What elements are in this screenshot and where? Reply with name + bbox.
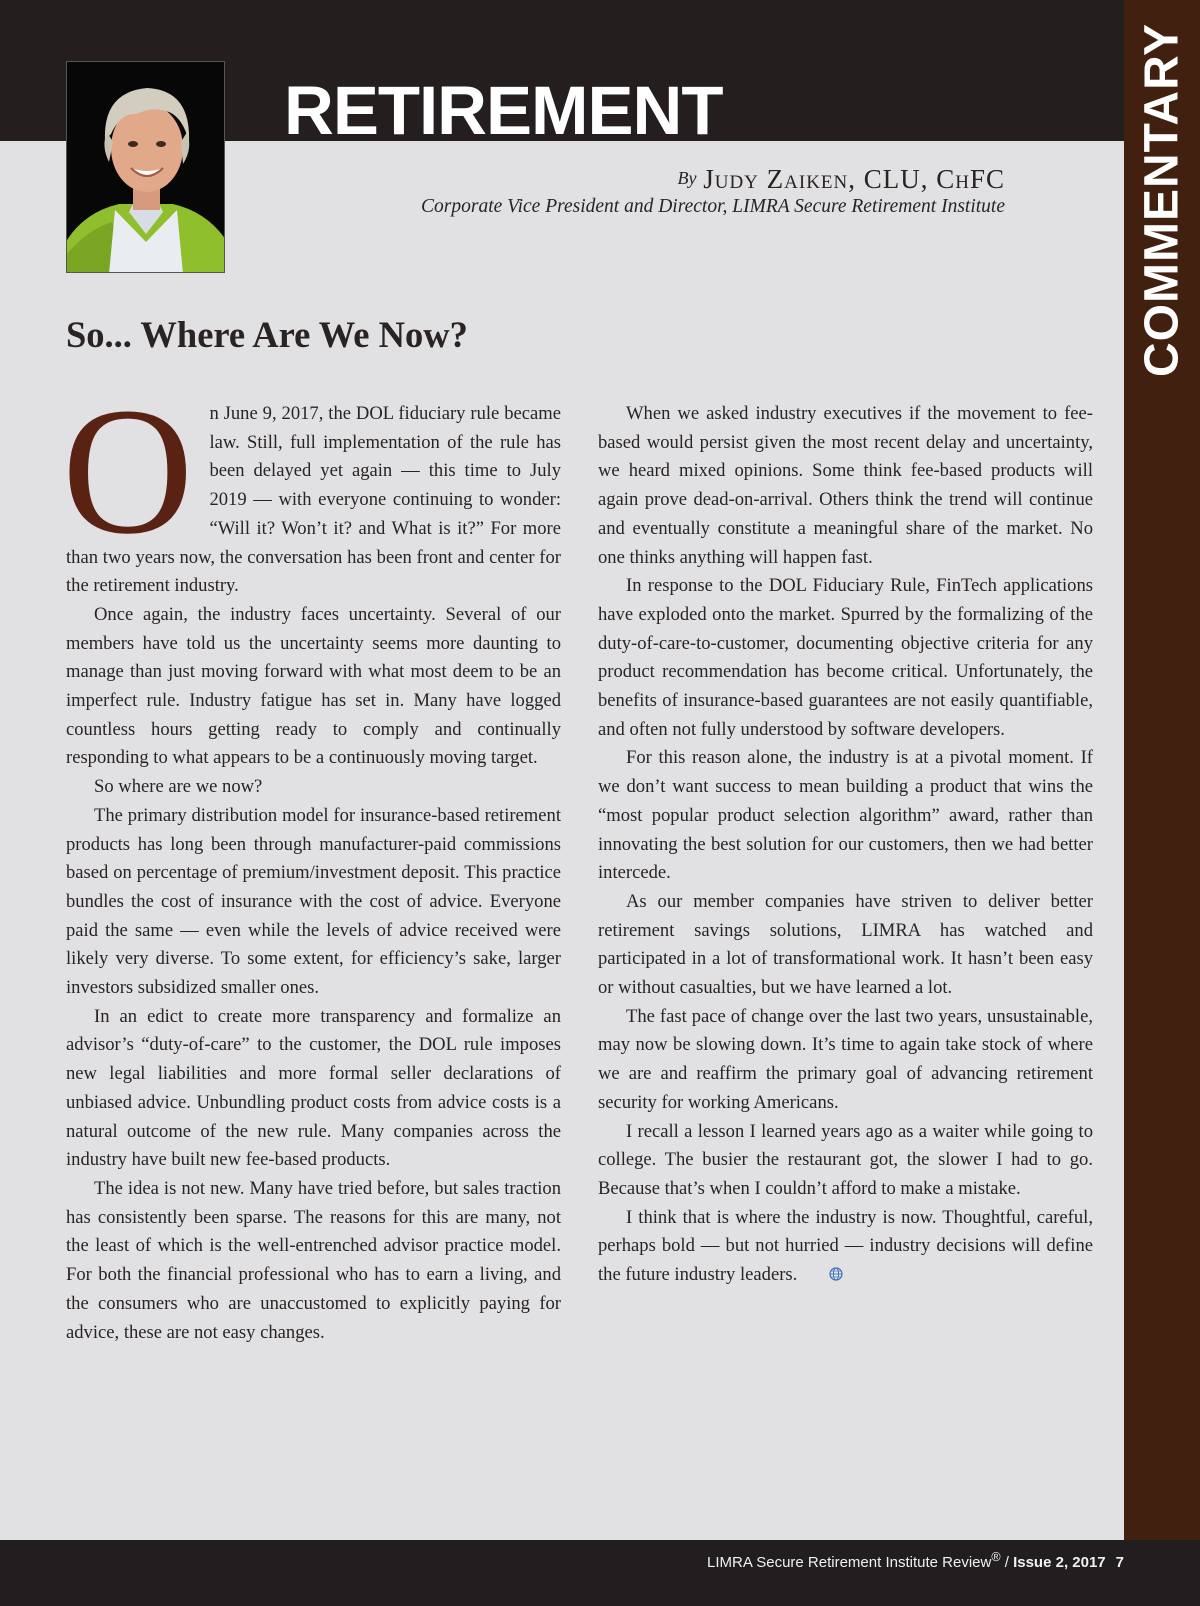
drop-cap: O — [62, 371, 194, 572]
article-paragraph-text: I think that is where the industry is now. Thoughtful, careful, perhaps bold — but not hurried — industry decisions will define the future industry leaders. — [598, 1206, 1093, 1286]
publication-name: LIMRA Secure Retirement Institute Review — [707, 1554, 992, 1571]
article-paragraph-last — [598, 1204, 1093, 1290]
article-paragraph: As our member companies have striven to deliver better retirement savings solutions, LIMRA has watched and participated in a lot of transformational work. It hasn’t been easy or without casualties, but we have learned a lot. — [598, 890, 1093, 999]
footer-separator: / — [1000, 1554, 1014, 1571]
article-paragraph: So where are we now? — [94, 776, 263, 798]
article-paragraph: The fast pace of change over the last two years, unsustainable, may now be slowing down. It’s time to again take stock of where we are and reaffirm the primary goal of advancing retirement security for working Americans. — [598, 1005, 1093, 1113]
author-byline — [678, 164, 1006, 195]
author-name: Judy Zaiken, CLU, ChFC — [703, 164, 1005, 194]
article-paragraph: In response to the DOL Fiduciary Rule, FinTech applications have exploded onto the market. Spurred by the formalizing of the duty-of-care-to-customer, documenting objective criteria for any product recommendation has become critical. Unfortunately, the benefits of insurance-based guarantees are not easily quantifiable, and often not fully understood by software developers. — [598, 575, 1093, 740]
byline-prefix: By — [677, 168, 697, 188]
page-footer — [707, 1550, 1124, 1571]
globe-icon — [801, 1262, 815, 1276]
page-number: 7 — [1115, 1554, 1124, 1571]
side-label: COMMENTARY — [1135, 23, 1189, 377]
article-headline: So... Where Are We Now? — [66, 314, 468, 355]
issue-label: Issue 2, 2017 — [1013, 1554, 1106, 1571]
article-paragraph: The primary distribution model for insurance-based retirement products has long been through manufacturer-paid commissions based on percentage of premium/investment deposit. This practice bundles the cost of insurance with the cost of advice. Everyone paid the same — even while the levels of advice received were likely very diverse. To some extent, for efficiency’s sake, larger investors subsidized smaller ones. — [66, 804, 561, 999]
article-paragraph: When we asked industry executives if the movement to fee-based would persist given the most recent delay and uncertainty, we heard mixed opinions. Some think fee-based products will again prove dead-on-arrival. Others think the trend will continue and eventually constitute a meaningful share of the market. No one thinks anything will happen fast. — [598, 403, 1093, 568]
article-paragraph: The idea is not new. Many have tried before, but sales traction has consistently been sparse. The reasons for this are many, not the least of which is the well-entrenched advisor practice model. For both the financial professional who has to earn a living, and the consumers who are unaccustomed to explicitly paying for advice, these are not easy changes. — [66, 1177, 561, 1343]
author-title: Corporate Vice President and Director, LIMRA Secure Retirement Institute — [421, 196, 1005, 217]
registered-mark: ® — [991, 1550, 1001, 1564]
article-paragraph: For this reason alone, the industry is at a pivotal moment. If we don’t want success to mean building a product that wins the “most popular product selection algorithm” award, rather than innovating the best solution for our customers, then we had better intercede. — [598, 747, 1093, 884]
article-paragraph: n June 9, 2017, the DOL fiduciary rule became law. Still, full implementation of the rule has been delayed yet again — this time to July 2019 — with everyone continuing to wonder: “Will it? Won’t it? and What is it?” For more than two years now, the conversation has been front and center for the retirement industry. — [66, 403, 561, 597]
article-paragraph: Once again, the industry faces uncertainty. Several of our members have told us the uncertainty seems more daunting to manage than just moving forward with what most deem to be an imperfect rule. Industry fatigue has set in. Many have logged countless hours getting ready to comply and continually responding to what appears to be a continuously moving target. — [66, 603, 561, 769]
article-paragraph: I recall a lesson I learned years ago as a waiter while going to college. The busier the restaurant got, the slower I had to go. Because that’s when I couldn’t afford to make a mistake. — [598, 1120, 1093, 1199]
article-column-right — [598, 400, 1093, 1290]
section-title: RETIREMENT — [284, 72, 723, 149]
article-column-left — [62, 371, 561, 1347]
author-portrait-icon — [66, 61, 225, 273]
article-paragraph: In an edict to create more transparency and formalize an advisor’s “duty-of-care” to the customer, the DOL rule imposes new legal liabilities and more formal seller declarations of unbiased advice. Unbundling product costs from advice costs is a natural outcome of the new rule. Many companies across the industry have built new fee-based products. — [66, 1005, 561, 1171]
